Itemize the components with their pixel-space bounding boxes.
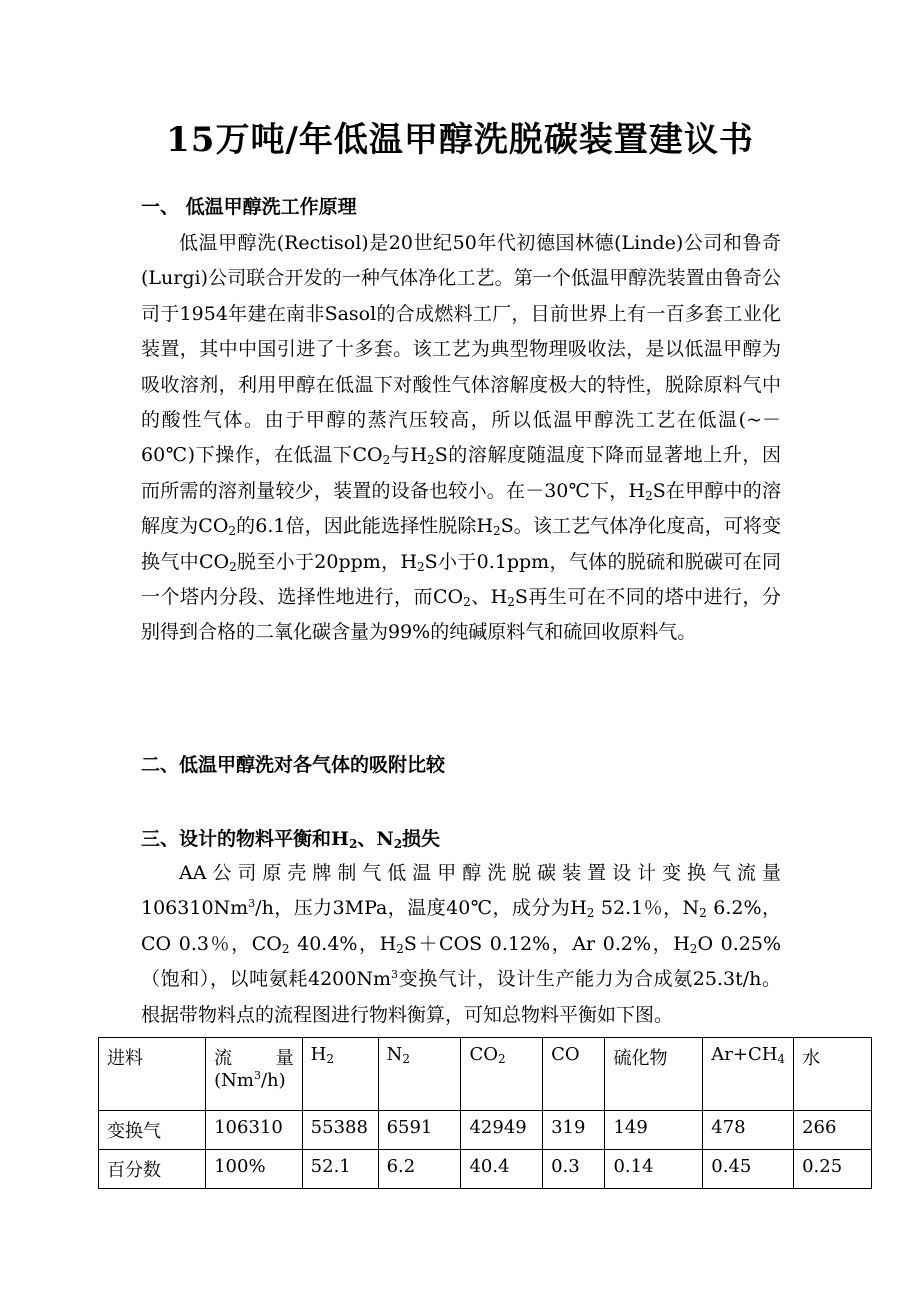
header-flow-char2: 量 [275,1048,294,1069]
cell-co: 0.3 [543,1150,605,1189]
header-flow-unit: (Nm$^3$/h) [214,1069,286,1091]
section-heading-principle: 一、 低温甲醇洗工作原理 [141,196,357,218]
cell-sulfide: 0.14 [605,1150,703,1189]
cell-n2: 6.2 [378,1150,461,1189]
header-flow-char1: 流 [214,1048,233,1069]
material-balance-paragraph: AA公司原壳牌制气低温甲醇洗脱碳装置设计变换气流量106310Nm$^3$/h，压力3MPa，温度40℃，成分为$H_2$ 52.1％，$N_2$ 6.2%，CO 0.3％，$CO_2$ 40.4%，$H_2S+COS$ 0.12%，Ar 0.2%，$H_2O$ 0.25%（饱和），以吨氨耗4200Nm$^3$变换气计，设计生产能力为合成氨25.3t/h。根据带物料点的流程图进行物料衡算，可知总物料平衡如下图。 [141,862,781,1026]
material-balance-table [98,1037,872,1189]
cell-co: 319 [543,1111,605,1150]
cell-n2: 6591 [378,1111,461,1150]
cell-h2: 55388 [302,1111,378,1150]
header-h2: $H_2$ [302,1038,378,1111]
header-ar-ch4: $Ar+CH_4$ [703,1038,794,1111]
header-sulfide: 硫化物 [605,1038,703,1111]
table-header-row [99,1038,872,1111]
cell-co2: 40.4 [461,1150,543,1189]
header-water: 水 [794,1038,872,1111]
document-title: 15万吨/年低温甲醇洗脱碳装置建议书 [166,120,754,160]
cell-co2: 42949 [461,1111,543,1150]
cell-ar-ch4: 0.45 [703,1150,794,1189]
section-heading-material-balance: 三、设计的物料平衡和$H_2$、$N_2$损失 [141,828,441,851]
header-flow [206,1038,303,1111]
section-heading-absorption-comparison: 二、低温甲醇洗对各气体的吸附比较 [141,754,446,776]
cell-water: 0.25 [794,1150,872,1189]
cell-flow: 100% [206,1150,303,1189]
cell-water: 266 [794,1111,872,1150]
header-n2: $N_2$ [378,1038,461,1111]
table-row [99,1111,872,1150]
row-label: 变换气 [99,1111,206,1150]
header-co: CO [543,1038,605,1111]
header-feed: 进料 [99,1038,206,1111]
principle-paragraph: 低温甲醇洗(Rectisol)是20世纪50年代初德国林德(Linde)公司和鲁奇(Lurgi)公司联合开发的一种气体净化工艺。第一个低温甲醇洗装置由鲁奇公司于1954年建在南非Sasol的合成燃料工厂，目前世界上有一百多套工业化装置，其中中国引进了十多套。该工艺为典型物理吸收法，是以低温甲醇为吸收溶剂，利用甲醇在低温下对酸性气体溶解度极大的特性，脱除原料气中的酸性气体。由于甲醇的蒸汽压较高，所以低温甲醇洗工艺在低温(~－60℃)下操作，在低温下$CO_2$与$H_2S$的溶解度随温度下降而显著地上升，因而所需的溶剂量较少，装置的设备也较小。在－30℃下，$H_2S$在甲醇中的溶解度为$CO_2$的6.1倍，因此能选择性脱除$H_2S$。该工艺气体净化度高，可将变换气中$CO_2$脱至小于20ppm，$H_2S$小于0.1ppm，气体的脱硫和脱碳可在同一个塔内分段、选择性地进行，而$CO_2$、$H_2S$再生可在不同的塔中进行，分别得到合格的二氧化碳含量为99%的纯碱原料气和硫回收原料气。 [141,232,782,644]
cell-h2: 52.1 [302,1150,378,1189]
cell-sulfide: 149 [605,1111,703,1150]
header-co2: $CO_2$ [461,1038,543,1111]
cell-flow: 106310 [206,1111,303,1150]
cell-ar-ch4: 478 [703,1111,794,1150]
row-label: 百分数 [99,1150,206,1189]
table-row [99,1150,872,1189]
